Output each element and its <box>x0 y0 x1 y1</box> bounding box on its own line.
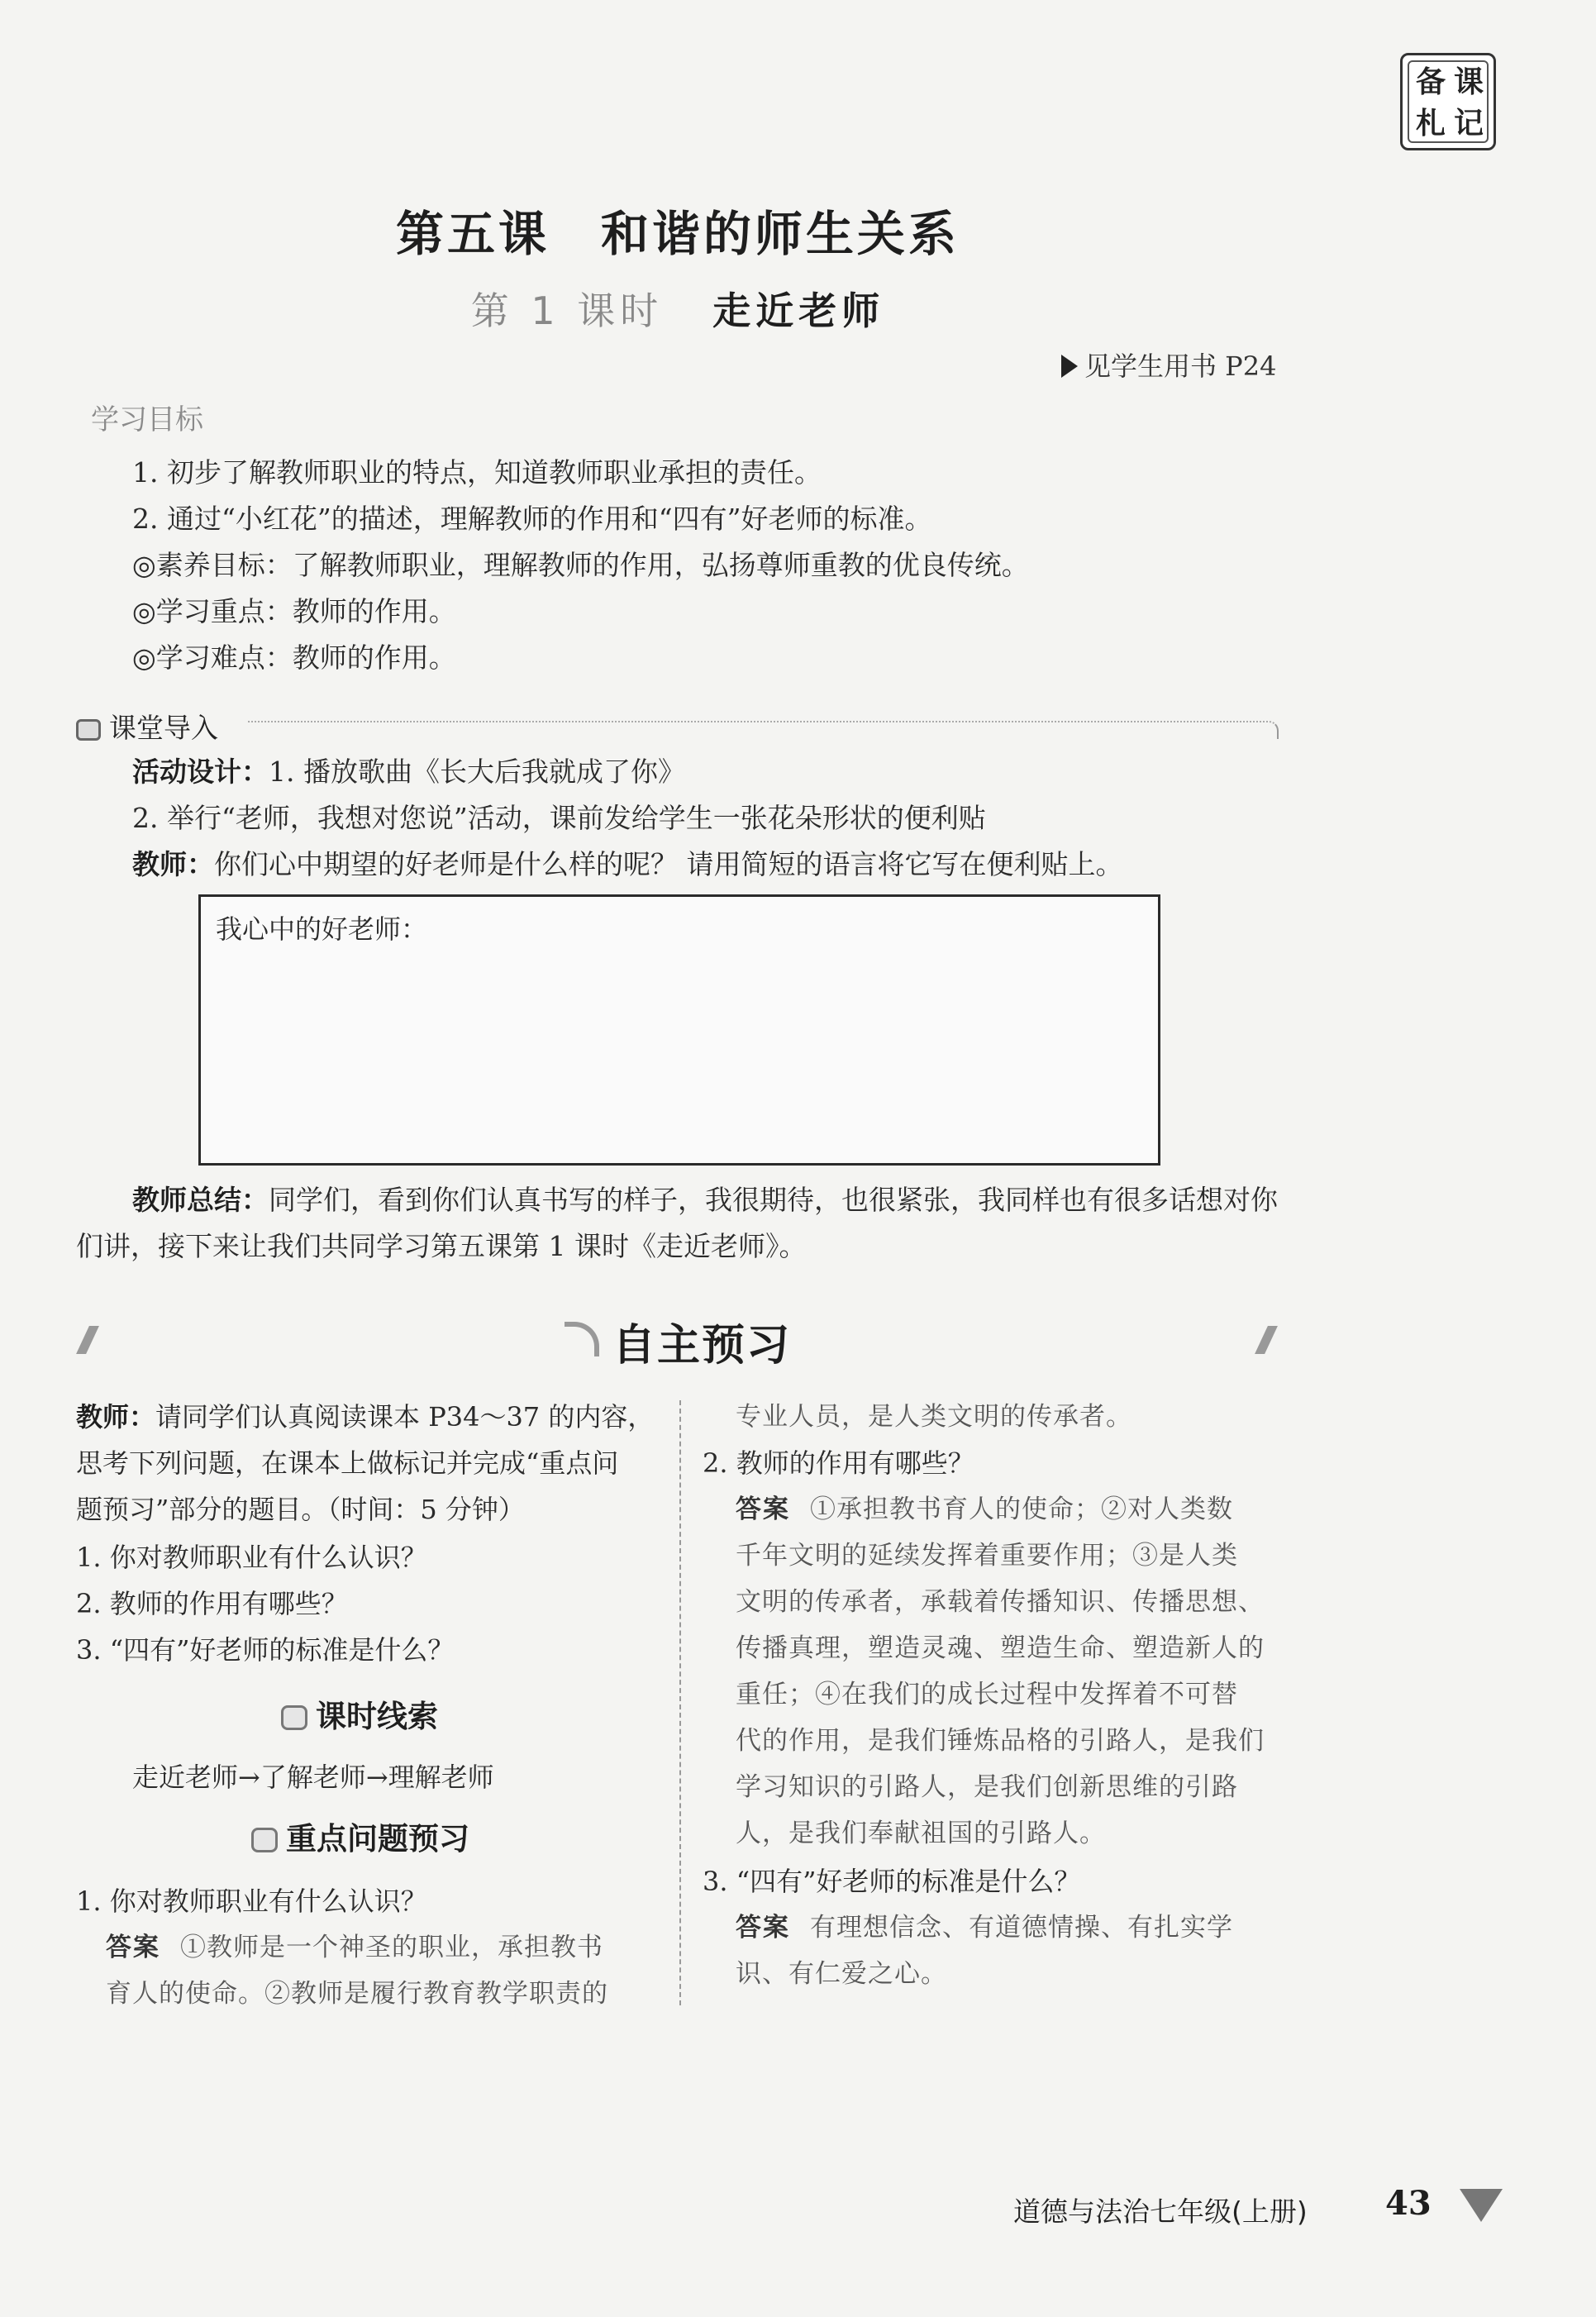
question-item: 3. “四有”好老师的标准是什么？ <box>76 1634 455 1666</box>
corner-arrow-icon <box>1460 2189 1503 2222</box>
answer-line: 人，是我们奉献祖国的引路人。 <box>736 1819 1106 1848</box>
answer-line: 文明的传承者，承载着传播知识、传播思想、 <box>736 1587 1265 1617</box>
clue-text: 走近老师→了解老师→理解老师 <box>132 1762 494 1793</box>
goal-item: ◎学习重点：教师的作用。 <box>132 595 456 627</box>
triangle-icon <box>1061 355 1078 378</box>
lesson-subtitle <box>0 281 1355 336</box>
page-number: 43 <box>1385 2184 1432 2223</box>
teacher-label: 教师： <box>76 1401 156 1433</box>
clue-heading-text: 课时线索 <box>316 1699 438 1734</box>
lesson-number: 第 1 课时 <box>470 288 664 333</box>
key-question: 1. 你对教师职业有什么认识？ <box>76 1886 427 1917</box>
answer-line: 识、有仁爱之心。 <box>736 1959 947 1989</box>
summary-text: 同学们，看到你们认真书写的样子，我很期待，也很紧张，我同样也有很多话想对你 <box>269 1184 1278 1216</box>
classroom-icon <box>76 719 101 741</box>
goal-item: ◎学习难点：教师的作用。 <box>132 641 456 674</box>
intro-heading-text: 课堂导入 <box>109 712 218 744</box>
answer-line: ①承担教书育人的使命；②对人类数 <box>810 1495 1233 1524</box>
answer-line: 学习知识的引路人，是我们创新思维的引路 <box>736 1772 1238 1802</box>
lesson-notes-stamp <box>1400 53 1496 150</box>
answer-text <box>736 1905 1233 1952</box>
key-icon <box>251 1828 278 1852</box>
teacher-prompt <box>132 841 1123 888</box>
answer-line: 重任；④在我们的成长过程中发挥着不可替 <box>736 1680 1238 1709</box>
good-teacher-answer-box[interactable] <box>198 894 1160 1166</box>
answer-line: 代的作用，是我们锤炼品格的引路人，是我们 <box>736 1726 1265 1756</box>
key-questions-heading <box>251 1814 469 1858</box>
summary-label: 教师总结： <box>132 1184 269 1216</box>
answer-line: 千年文明的延续发挥着重要作用；③是人类 <box>736 1541 1238 1571</box>
clue-icon <box>281 1705 307 1730</box>
clue-heading <box>281 1691 438 1736</box>
answer-text <box>106 1924 603 1971</box>
answer-line: 专业人员，是人类文明的传承者。 <box>736 1402 1132 1432</box>
teacher-label: 教师： <box>132 848 214 880</box>
activity-design-text: 1. 播放歌曲《长大后我就成了你》 <box>269 756 685 788</box>
stamp-char: 记 <box>1454 106 1484 141</box>
answer-line: ①教师是一个神圣的职业，承担教书 <box>180 1933 603 1962</box>
answer-box-label: 我心中的好老师： <box>216 913 428 945</box>
teacher-summary <box>132 1177 1278 1223</box>
activity-item: 2. 举行“老师，我想对您说”活动，课前发给学生一张花朵形状的便利贴 <box>132 802 986 834</box>
preview-heading <box>0 1310 1355 1372</box>
lesson-name: 走近老师 <box>712 288 885 333</box>
instruction-text: 题预习”部分的题目。（时间：5 分钟） <box>76 1494 525 1525</box>
arc-icon <box>565 1322 599 1356</box>
stamp-char: 备 <box>1416 64 1446 99</box>
key-heading-text: 重点问题预习 <box>286 1821 469 1857</box>
goals-heading: 学习目标 <box>91 403 203 436</box>
answer-text <box>736 1486 1233 1533</box>
question-item: 2. 教师的作用有哪些？ <box>76 1588 348 1619</box>
answer-label: 答案 <box>106 1933 160 1962</box>
instruction-text: 思考下列问题，在课本上做标记并完成“重点问 <box>76 1447 619 1479</box>
intro-heading <box>76 707 218 746</box>
stamp-char: 札 <box>1416 106 1446 141</box>
activity-design-label: 活动设计： <box>132 756 269 788</box>
answer-label: 答案 <box>736 1913 790 1943</box>
heading-rule <box>248 721 1279 739</box>
goal-item: ◎素养目标：了解教师职业，理解教师的作用，弘扬尊师重教的优良传统。 <box>132 549 1029 581</box>
summary-text-continued: 们讲，接下来让我们共同学习第五课第 1 课时《走近老师》。 <box>76 1230 807 1262</box>
answer-line: 传播真理，塑造灵魂、塑造生命、塑造新人的 <box>736 1633 1265 1663</box>
student-book-reference <box>1061 346 1276 384</box>
answer-line: 有理想信念、有道德情操、有扎实学 <box>810 1913 1233 1943</box>
key-question: 2. 教师的作用有哪些？ <box>703 1447 974 1479</box>
key-question: 3. “四有”好老师的标准是什么？ <box>703 1866 1081 1897</box>
goal-item: 1. 初步了解教师职业的特点，知道教师职业承担的责任。 <box>132 456 822 489</box>
activity-design <box>132 749 685 795</box>
column-divider <box>679 1400 681 2005</box>
book-title-footer: 道德与法治七年级(上册) <box>1013 2195 1308 2228</box>
preview-heading-text: 自主预习 <box>612 1321 791 1371</box>
stamp-char: 课 <box>1454 64 1484 99</box>
preview-instruction <box>76 1394 654 1441</box>
question-item: 1. 你对教师职业有什么认识？ <box>76 1542 427 1573</box>
reference-text: 见学生用书 P24 <box>1084 350 1277 382</box>
goal-item: 2. 通过“小红花”的描述，理解教师的作用和“四有”好老师的标准。 <box>132 503 932 535</box>
teacher-text: 你们心中期望的好老师是什么样的呢？ 请用简短的语言将它写在便利贴上。 <box>214 848 1123 880</box>
page-title: 第五课 和谐的师生关系 <box>395 206 960 262</box>
answer-label: 答案 <box>736 1495 790 1524</box>
instruction-text: 请同学们认真阅读课本 P34～37 的内容， <box>155 1401 655 1433</box>
answer-line: 育人的使命。②教师是履行教育教学职责的 <box>106 1979 608 2009</box>
